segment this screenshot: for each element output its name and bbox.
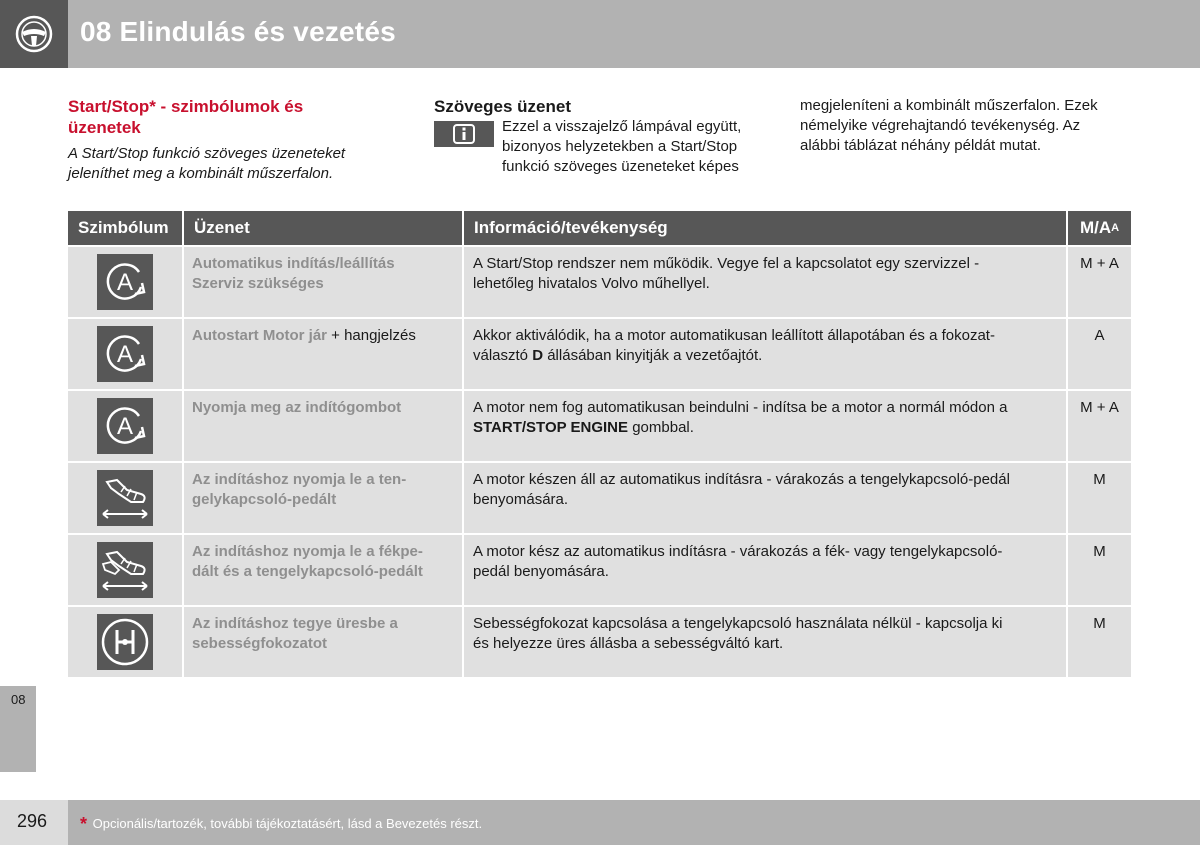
lead-line: A Start/Stop funkció szöveges üzeneteket xyxy=(68,145,346,162)
info-text: állásában kinyitják a vezetőajtót. xyxy=(543,347,763,364)
message-line xyxy=(192,326,454,346)
info-line: A motor kész az automatikus indításra - várakozás a fék- vagy tengelykapcsoló- xyxy=(473,543,1003,560)
section-heading-line: üzenetek xyxy=(68,118,141,137)
message-cell xyxy=(184,463,464,533)
message-cell xyxy=(184,247,464,317)
info-line xyxy=(473,418,1058,438)
body-line: alábbi táblázat néhány példát mutat. xyxy=(800,137,1042,154)
info-line: A motor nem fog automatikusan beindulni - indítsa be a motor a normál módon a xyxy=(473,399,1008,416)
auto-start-stop-icon xyxy=(97,398,153,454)
body-line: funkció szöveges üzeneteket képes xyxy=(502,158,739,175)
continuation-text xyxy=(800,96,1135,156)
text-message-heading: Szöveges üzenet xyxy=(434,97,571,116)
message-line: dált és a tengelykapcsoló-pedált xyxy=(192,563,423,580)
table-row xyxy=(68,533,1131,605)
ma-cell: A xyxy=(1094,327,1105,344)
table-row xyxy=(68,317,1131,389)
table-row xyxy=(68,605,1131,677)
info-indicator xyxy=(434,121,494,147)
header-symbol: Szimbólum xyxy=(68,211,184,245)
table-row xyxy=(68,245,1131,317)
message-cell xyxy=(184,607,464,677)
chapter-header xyxy=(0,0,1200,68)
info-text: választó xyxy=(473,347,533,364)
message-line: Az indításhoz nyomja le a ten- xyxy=(192,471,407,488)
info-line: és helyezze üres állásba a sebességváltó kart. xyxy=(473,635,784,652)
info-cell xyxy=(464,535,1068,605)
footnote xyxy=(80,812,482,833)
auto-start-stop-icon xyxy=(97,254,153,310)
info-bold: D xyxy=(532,347,544,364)
symbol-cell xyxy=(68,319,184,389)
body-line: bizonyos helyzetekben a Start/Stop xyxy=(502,138,738,155)
message-cell xyxy=(184,391,464,461)
info-cell xyxy=(464,463,1068,533)
message-line: Automatikus indítás/leállítás xyxy=(192,255,395,272)
symbol-cell xyxy=(68,391,184,461)
steering-wheel-icon xyxy=(14,14,54,54)
header-ma-sup: A xyxy=(1111,222,1120,234)
body-line: Ezzel a visszajelző lámpával együtt, xyxy=(502,118,742,135)
section-heading-line: Start/Stop* - szimbólumok és xyxy=(68,97,304,116)
svg-text:A: A xyxy=(116,413,134,440)
info-line: Sebességfokozat kapcsolása a tengelykapcsoló használata nélkül - kapcsolja ki xyxy=(473,615,1003,632)
intro-section xyxy=(68,96,388,184)
lead-line: jeleníthet meg a kombinált műszerfalon. xyxy=(68,165,334,182)
page-footer xyxy=(0,800,1200,845)
info-bold: START/STOP ENGINE xyxy=(473,419,629,436)
page-number: 296 xyxy=(17,811,48,831)
info-line xyxy=(473,346,1058,366)
info-line: pedál benyomására. xyxy=(473,563,609,580)
table-header xyxy=(68,211,1131,245)
info-icon xyxy=(453,124,475,144)
header-ma xyxy=(1068,211,1131,245)
info-text: gombbal. xyxy=(628,419,694,436)
info-cell xyxy=(464,319,1068,389)
body-line: megjeleníteni a kombinált műszerfalon. Ezek xyxy=(800,97,1098,114)
header-ma-label: M/A xyxy=(1079,218,1112,237)
symbol-cell xyxy=(68,463,184,533)
chapter-side-tab-label: 08 xyxy=(11,692,26,707)
section-heading xyxy=(68,96,388,138)
body-line: némelyike végrehajtandó tevékenység. Az xyxy=(800,117,1081,134)
info-line: A motor készen áll az automatikus indításra - várakozás a tengelykapcsoló-pedál xyxy=(473,471,1010,488)
ma-cell: M + A xyxy=(1080,255,1119,272)
footnote-star: * xyxy=(80,814,88,834)
ma-cell: M xyxy=(1093,543,1106,560)
info-cell xyxy=(464,607,1068,677)
clutch-pedal-icon xyxy=(97,470,153,526)
chapter-badge xyxy=(0,0,68,68)
svg-text:A: A xyxy=(116,341,134,368)
symbol-cell xyxy=(68,607,184,677)
text-message-section xyxy=(434,97,764,175)
message-line: Az indításhoz nyomja le a fékpe- xyxy=(192,543,423,560)
message-line: Nyomja meg az indítógombot xyxy=(192,399,402,416)
message-cell xyxy=(184,319,464,389)
chapter-side-tab xyxy=(0,686,36,772)
info-cell xyxy=(464,391,1068,461)
info-line: Akkor aktiválódik, ha a motor automatikusan leállított állapotában és a fokozat- xyxy=(473,327,995,344)
message-line: Szerviz szükséges xyxy=(192,275,324,292)
message-line: Az indításhoz tegye üresbe a xyxy=(192,615,398,632)
neutral-gear-icon xyxy=(97,614,153,670)
chapter-title: 08 Elindulás és vezetés xyxy=(80,16,396,47)
info-cell xyxy=(464,247,1068,317)
message-line: gelykapcsoló-pedált xyxy=(192,491,337,508)
table-row xyxy=(68,389,1131,461)
brake-clutch-pedal-icon xyxy=(97,542,153,598)
header-message: Üzenet xyxy=(184,211,464,245)
text-message-body xyxy=(502,117,764,177)
info-line: A Start/Stop rendszer nem működik. Vegye fel a kapcsolatot egy szervizzel - xyxy=(473,255,980,272)
message-line: sebességfokozatot xyxy=(192,635,328,652)
svg-text:A: A xyxy=(116,269,134,296)
message-cell xyxy=(184,535,464,605)
footnote-text: Opcionális/tartozék, további tájékoztatásért, lásd a Bevezetés részt. xyxy=(92,816,483,831)
info-line: lehetőleg hivatalos Volvo műhellyel. xyxy=(473,275,710,292)
header-info: Információ/tevékenység xyxy=(464,211,1068,245)
info-line: benyomására. xyxy=(473,491,569,508)
table-row xyxy=(68,461,1131,533)
ma-cell: M + A xyxy=(1080,399,1119,416)
symbol-cell xyxy=(68,535,184,605)
symbols-table xyxy=(68,211,1131,677)
auto-start-stop-icon xyxy=(97,326,153,382)
ma-cell: M xyxy=(1093,615,1106,632)
symbol-cell xyxy=(68,247,184,317)
section-lead xyxy=(68,144,388,184)
page-number-box xyxy=(0,800,68,845)
message-bold: Autostart Motor jár xyxy=(192,327,327,344)
message-plain: + hangjelzés xyxy=(327,327,416,344)
ma-cell: M xyxy=(1093,471,1106,488)
